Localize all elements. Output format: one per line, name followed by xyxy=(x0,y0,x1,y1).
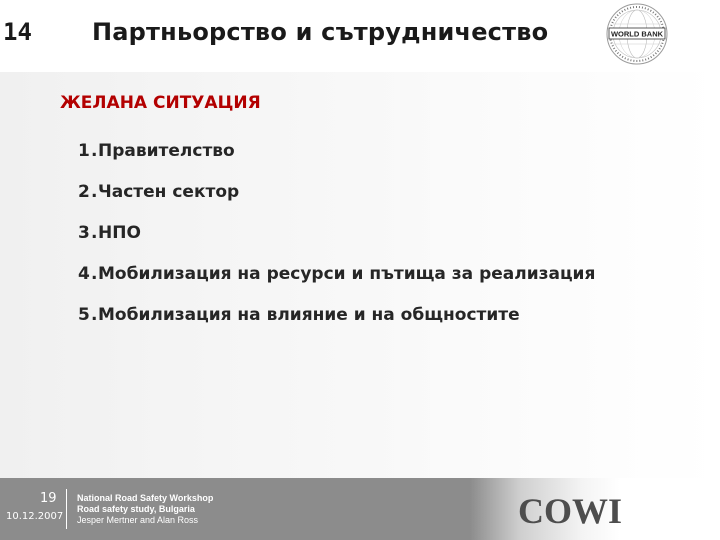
footer-study-title: Road safety study, Bulgaria xyxy=(77,504,195,514)
list-item-label: НПО xyxy=(98,222,141,243)
footer-divider xyxy=(66,489,67,529)
world-bank-logo-text: WORLD BANK xyxy=(610,29,664,39)
numbered-list xyxy=(78,130,595,335)
world-bank-logo xyxy=(605,2,669,66)
list-item-label: Мобилизация на влияние и на общностите xyxy=(98,304,520,325)
slide-footer xyxy=(0,478,720,540)
list-item: 2 . Частен сектор xyxy=(78,181,240,202)
list-item-number: 2 xyxy=(78,181,90,202)
list-item: 4 . Мобилизация на ресурси и пътища за реализация xyxy=(78,263,596,284)
list-item-number: 5 xyxy=(78,304,90,325)
footer-background xyxy=(0,478,470,540)
list-item-number: 1 xyxy=(78,140,90,161)
list-item-label: Правителство xyxy=(98,140,235,161)
list-item: 3 . НПО xyxy=(78,222,141,243)
slide-header xyxy=(0,0,720,72)
footer-date: 10.12.2007 xyxy=(6,511,64,522)
content-subtitle: ЖЕЛАНА СИТУАЦИЯ xyxy=(60,93,261,113)
list-item-label: Мобилизация на ресурси и пътища за реализация xyxy=(98,263,596,284)
cowi-logo-text: COWI xyxy=(518,491,623,531)
slide-title: Партньорство и сътрудничество xyxy=(92,18,549,46)
list-item-number: 3 xyxy=(78,222,90,243)
slide-number: 14 xyxy=(3,18,32,46)
list-item: 5 . Мобилизация на влияние и на общностите xyxy=(78,304,520,325)
footer-authors: Jesper Mertner and Alan Ross xyxy=(77,515,199,525)
list-item-number: 4 xyxy=(78,263,90,284)
footer-page-number: 19 xyxy=(40,491,57,506)
footer-workshop-title: National Road Safety Workshop xyxy=(77,493,214,503)
list-item-label: Частен сектор xyxy=(98,181,240,202)
cowi-logo xyxy=(516,490,623,531)
list-item: 1 . Правителство xyxy=(78,140,235,161)
